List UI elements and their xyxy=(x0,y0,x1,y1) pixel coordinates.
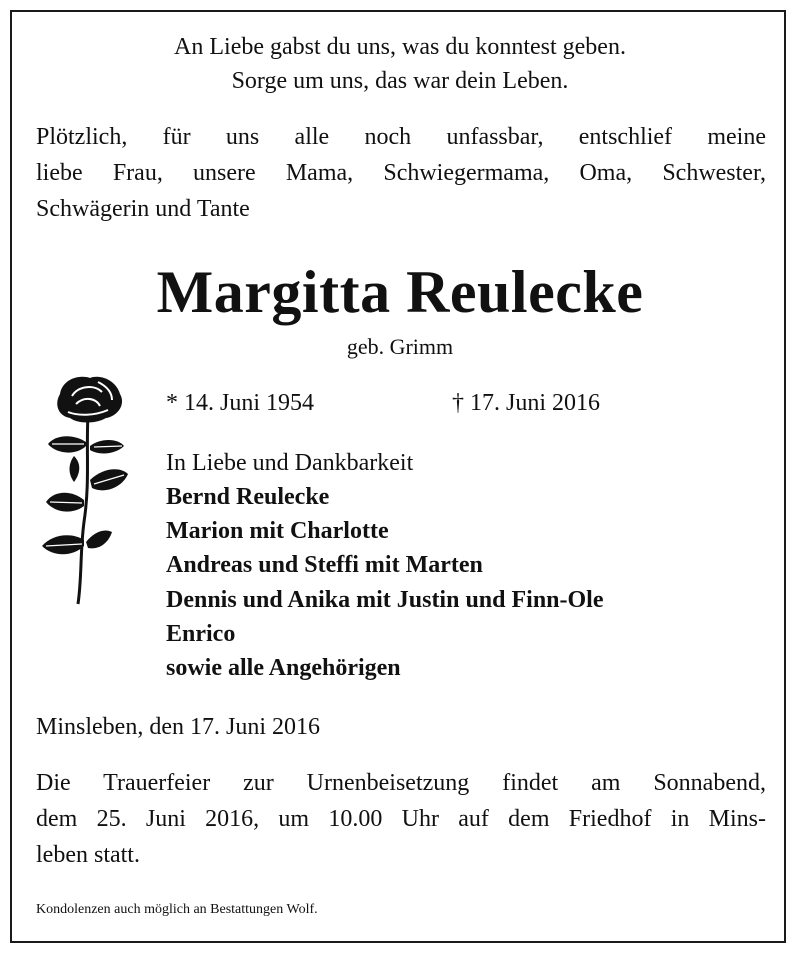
mourner-name: Dennis und Anika mit Justin und Finn-Ole xyxy=(166,587,604,613)
mourner-name: sowie alle Angehörigen xyxy=(166,655,401,681)
funeral-line-1: Die Trauerfeier zur Urnenbeisetzung findet am Sonnabend, xyxy=(36,770,766,796)
verse-line-2: Sorge um uns, das war dein Leben. xyxy=(231,68,569,94)
death-date: † 17. Juni 2016 xyxy=(452,390,601,416)
mourner-name: Enrico xyxy=(166,621,236,647)
intro-line-3: Schwägerin und Tante xyxy=(36,196,250,222)
birth-name: geb. Grimm xyxy=(346,334,454,359)
condolence-note: Kondolenzen auch möglich an Bestattungen Wolf. xyxy=(36,902,318,917)
mourners-heading: In Liebe und Dankbarkeit xyxy=(166,450,414,476)
rose-icon xyxy=(38,372,134,608)
funeral-line-3: leben statt. xyxy=(36,842,140,868)
mourner-name: Andreas und Steffi mit Marten xyxy=(166,552,483,578)
mourner-name: Marion mit Charlotte xyxy=(166,518,389,544)
intro-line-1: Plötzlich, für uns alle noch unfassbar, entschlief meine xyxy=(36,124,766,150)
birth-date: * 14. Juni 1954 xyxy=(166,390,315,416)
verse-line-1: An Liebe gabst du uns, was du konntest geben. xyxy=(174,34,626,60)
intro-line-2: liebe Frau, unsere Mama, Schwiegermama, Oma, Schwester, xyxy=(36,160,766,186)
deceased-name: Margitta Reulecke xyxy=(156,259,644,325)
mourner-name: Bernd Reulecke xyxy=(166,484,330,510)
funeral-line-2: dem 25. Juni 2016, um 10.00 Uhr auf dem Friedhof in Mins- xyxy=(36,806,766,832)
place-date: Minsleben, den 17. Juni 2016 xyxy=(36,714,320,740)
